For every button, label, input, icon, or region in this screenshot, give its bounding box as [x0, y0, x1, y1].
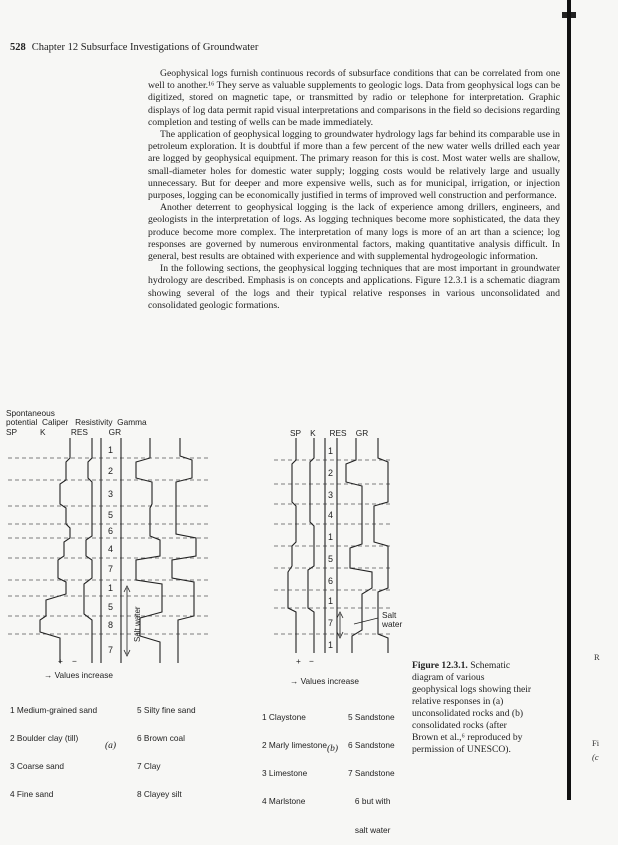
fig-a-sp-curve — [40, 438, 70, 663]
facing-page-letter: R — [594, 652, 600, 662]
fig-b-legend-col1 — [262, 694, 327, 816]
fig-b-layer-num: 5 — [328, 554, 334, 564]
fig-a-layer-num: 7 — [108, 564, 114, 574]
fig-b-caliper-curve — [308, 438, 314, 653]
running-header — [10, 42, 258, 53]
legend-item: 5 Sandstone — [348, 711, 395, 722]
figure-caption — [412, 660, 532, 756]
legend-item: 3 Coarse sand — [10, 761, 64, 772]
fig-a-gr-curve — [172, 438, 196, 663]
legend-item: 2 Boulder clay (till) — [10, 733, 79, 744]
book-spine — [567, 0, 571, 800]
fig-a-layer-num: 5 — [108, 510, 114, 520]
fig-a-layer-num: 2 — [108, 466, 114, 476]
fig-a-layer-num: 5 — [108, 602, 114, 612]
fig-a-header-line3: SP K RES GR — [6, 426, 122, 437]
figure-a-diagram — [0, 438, 260, 668]
paragraph-2: The application of geophysical logging to groundwater hydrology lags far behind its comparable use in petroleum exploration. It is doubtful if more than a few percent of the new water wells drilled each year are logged by geophysical equipment. The primary reason for this is cost. Most water wells are shallow, small-diameter holes for domestic water supply; logging costs would be relatively large and usually unnecessary. But for deeper and more expensive wells, such as for municipal, irrigation, or injection purposes, logging can be economically justified in terms of improved well construction and performance. — [148, 129, 560, 202]
legend-item: 6 Brown coal — [137, 733, 185, 744]
legend-item: 7 Clay — [137, 761, 161, 772]
legend-item: 4 Marlstone — [262, 796, 306, 807]
fig-b-label: (b) — [327, 744, 339, 754]
legend-item: 1 Medium-grained sand — [10, 704, 98, 715]
fig-b-layer-num: 7 — [328, 618, 334, 628]
legend-item: 2 Marly limestone — [262, 740, 328, 751]
fig-b-layer-num: 4 — [328, 510, 334, 520]
fig-a-plus-sign: + — [58, 656, 63, 666]
facing-page-letter: Fi — [592, 738, 600, 748]
paragraph-4: In the following sections, the geophysical logging techniques that are most important in groundwater hydrology are described. Emphasis is on concepts and applications. Figure 12.3.1 is a schematic diagram showing several of the logs and their typical relative responses in various unconsolidated and consolidated geologic formations. — [148, 263, 560, 311]
legend-item: salt water — [348, 824, 391, 835]
fig-b-layer-num: 1 — [328, 596, 334, 606]
paragraph-3: Another deterrent to geophysical logging is the lack of experience among drillers, engineers, and geologists in the interpretation of logs. As logging techniques become more sophisticated, the data they produce become more complex. The interpretation of many logs is more of an art than a science; log responses are governed by numerous environmental factors, making quantitative analysis difficult. In general, best results are obtained with experience and with supplemental hydrogeologic information. — [148, 202, 560, 263]
fig-a-header-line2: potential Caliper Resistivity Gamma — [6, 417, 147, 428]
fig-b-values-increase: → Values increase — [290, 676, 360, 686]
fig-a-legend-col2 — [137, 687, 196, 809]
fig-a-header-line1: Spontaneous — [6, 408, 55, 418]
legend-item: 6 Sandstone — [348, 740, 395, 751]
fig-b-header: SP K RES GR — [290, 428, 369, 438]
fig-b-layer-num: 1 — [328, 446, 334, 456]
fig-a-layer-num: 6 — [108, 526, 114, 536]
fig-a-layer-num: 7 — [108, 645, 114, 655]
legend-item: 4 Fine sand — [10, 789, 54, 800]
fig-b-layer-num: 1 — [328, 532, 334, 542]
fig-a-layer-num: 1 — [108, 445, 114, 455]
caption-text: Schematic diagram of various geophysical logs showing their relative responses in (a) unconsolidated rocks and (b) consolidated rocks (after Brown et al.,⁶ reproduced by permission of UNESCO). — [412, 660, 532, 755]
fig-b-boundaries — [274, 460, 390, 634]
fig-a-label: (a) — [105, 741, 117, 751]
fig-b-minus-sign: − — [309, 656, 314, 666]
fig-b-layer-num: 6 — [328, 576, 334, 586]
facing-page-letter: (c — [592, 752, 599, 762]
fig-a-minus-sign: − — [72, 656, 77, 666]
fig-b-layer-num: 3 — [328, 490, 334, 500]
fig-b-legend-col2 — [348, 694, 395, 845]
fig-b-layer-labels — [328, 446, 333, 650]
fig-b-layer-num: 1 — [328, 640, 334, 650]
paragraph-1: Geophysical logs furnish continuous records of subsurface conditions that can be correlated from one well to another.¹⁶ They serve as valuable supplements to geologic logs. Data from geophysical logs can be digitized, stored on magnetic tape, or transmitted by radio or telephone for interpretation. Graphic displays of log data permit rapid visual interpretations and comparisons in the field so decisions regarding completion and testing of wells can be made immediately. — [148, 68, 560, 128]
fig-a-legend-col1 — [10, 687, 97, 809]
fig-b-salt-water-label: Salt water — [382, 610, 403, 630]
running-title: Chapter 12 Subsurface Investigations of Groundwater — [31, 42, 259, 53]
body-text — [148, 68, 560, 312]
legend-item: 1 Claystone — [262, 711, 306, 722]
fig-a-header — [6, 409, 147, 437]
fig-b-layer-num: 2 — [328, 468, 334, 478]
legend-item: 7 Sandstone — [348, 768, 395, 779]
fig-a-caliper-curve — [84, 438, 92, 663]
legend-item: 3 Limestone — [262, 768, 308, 779]
fig-a-salt-water-label: Salt water — [133, 606, 142, 642]
fig-a-values-increase: → Values increase — [44, 670, 114, 680]
fig-b-sp-curve — [288, 438, 296, 653]
fig-a-layer-labels — [108, 445, 113, 655]
legend-item: 8 Clayey silt — [137, 789, 182, 800]
fig-a-layer-num: 4 — [108, 544, 114, 554]
caption-title: Figure 12.3.1. — [412, 660, 468, 671]
fig-b-plus-sign: + — [296, 656, 301, 666]
fig-b-salt-arrow — [337, 612, 378, 638]
fig-a-layer-num: 1 — [108, 583, 114, 593]
page-number: 528 — [10, 42, 26, 53]
fig-a-layer-num: 3 — [108, 489, 114, 499]
legend-item: 6 but with — [348, 796, 391, 807]
fig-a-layer-num: 8 — [108, 620, 114, 630]
legend-item: 5 Silty fine sand — [137, 704, 196, 715]
fig-a-salt-arrow — [124, 586, 130, 656]
